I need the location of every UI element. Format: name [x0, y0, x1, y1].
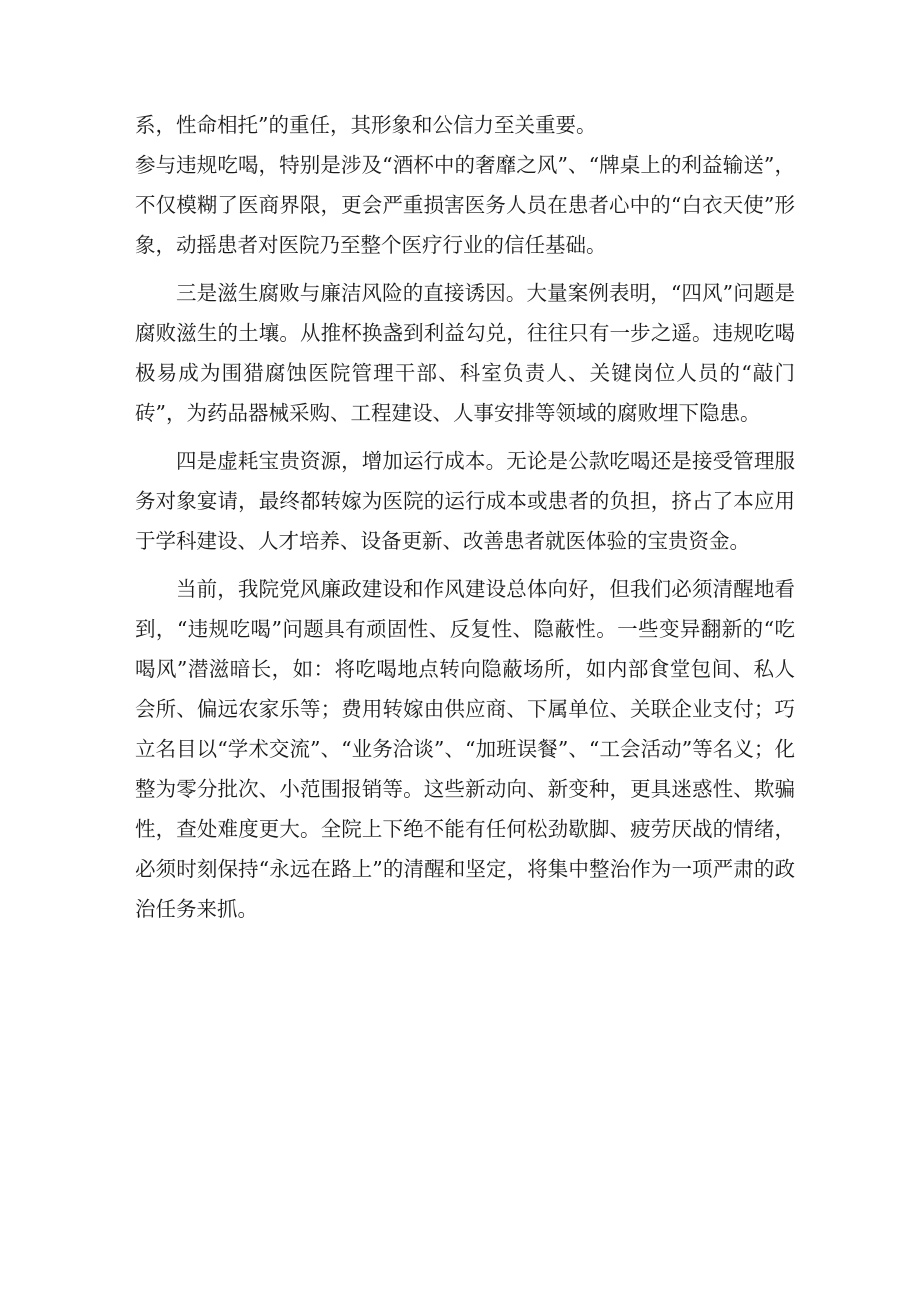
paragraph-current-situation: 当前，我院党风廉政建设和作风建设总体向好，但我们必须清醒地看到，“违规吃喝”问题具有顽固性、反复性、隐蔽性。一些变异翻新的“吃喝风”潜滋暗长，如：将吃喝地点转向隐蔽场所，如内部食堂包间、私人会所、偏远农家乐等；费用转嫁由供应商、下属单位、关联企业支付；巧立名目以“学术交流”、“业务洽谈”、“加班误餐”、“工会活动”等名义；化整为零分批次、小范围报销等。这些新动向、新变种，更具迷惑性、欺骗性，查处难度更大。全院上下绝不能有任何松劲歇脚、疲劳厌战的情绪，必须时刻保持“永远在路上”的清醒和坚定，将集中整治作为一项严肃的政治任务来抓。 — [135, 577, 795, 921]
paragraph-continuation: 系，性命相托”的重任，其形象和公信力至关重要。 — [135, 113, 597, 137]
paragraph-point-four: 四是虚耗宝贵资源，增加运行成本。无论是公款吃喝还是接受管理服务对象宴请，最终都转嫁为医院的运行成本或患者的负担，挤占了本应用于学科建设、人才培养、设备更新、改善患者就医体验的宝贵资金。 — [135, 449, 795, 553]
document-body — [135, 105, 795, 929]
paragraph-point-three: 三是滋生腐败与廉洁风险的直接诱因。大量案例表明，“四风”问题是腐败滋生的土壤。从推杯换盏到利益勾兑，往往只有一步之遥。违规吃喝极易成为围猎腐蚀医院管理干部、科室负责人、关键岗位人员的“敲门砖”，为药品器械采购、工程建设、人事安排等领域的腐败埋下隐患。 — [135, 281, 795, 425]
paragraph-hospital-image: 参与违规吃喝，特别是涉及“酒杯中的奢靡之风”、“牌桌上的利益输送”，不仅模糊了医商界限，更会严重损害医务人员在患者心中的“白衣天使”形象，动摇患者对医院乃至整个医疗行业的信任基础。 — [135, 153, 795, 257]
